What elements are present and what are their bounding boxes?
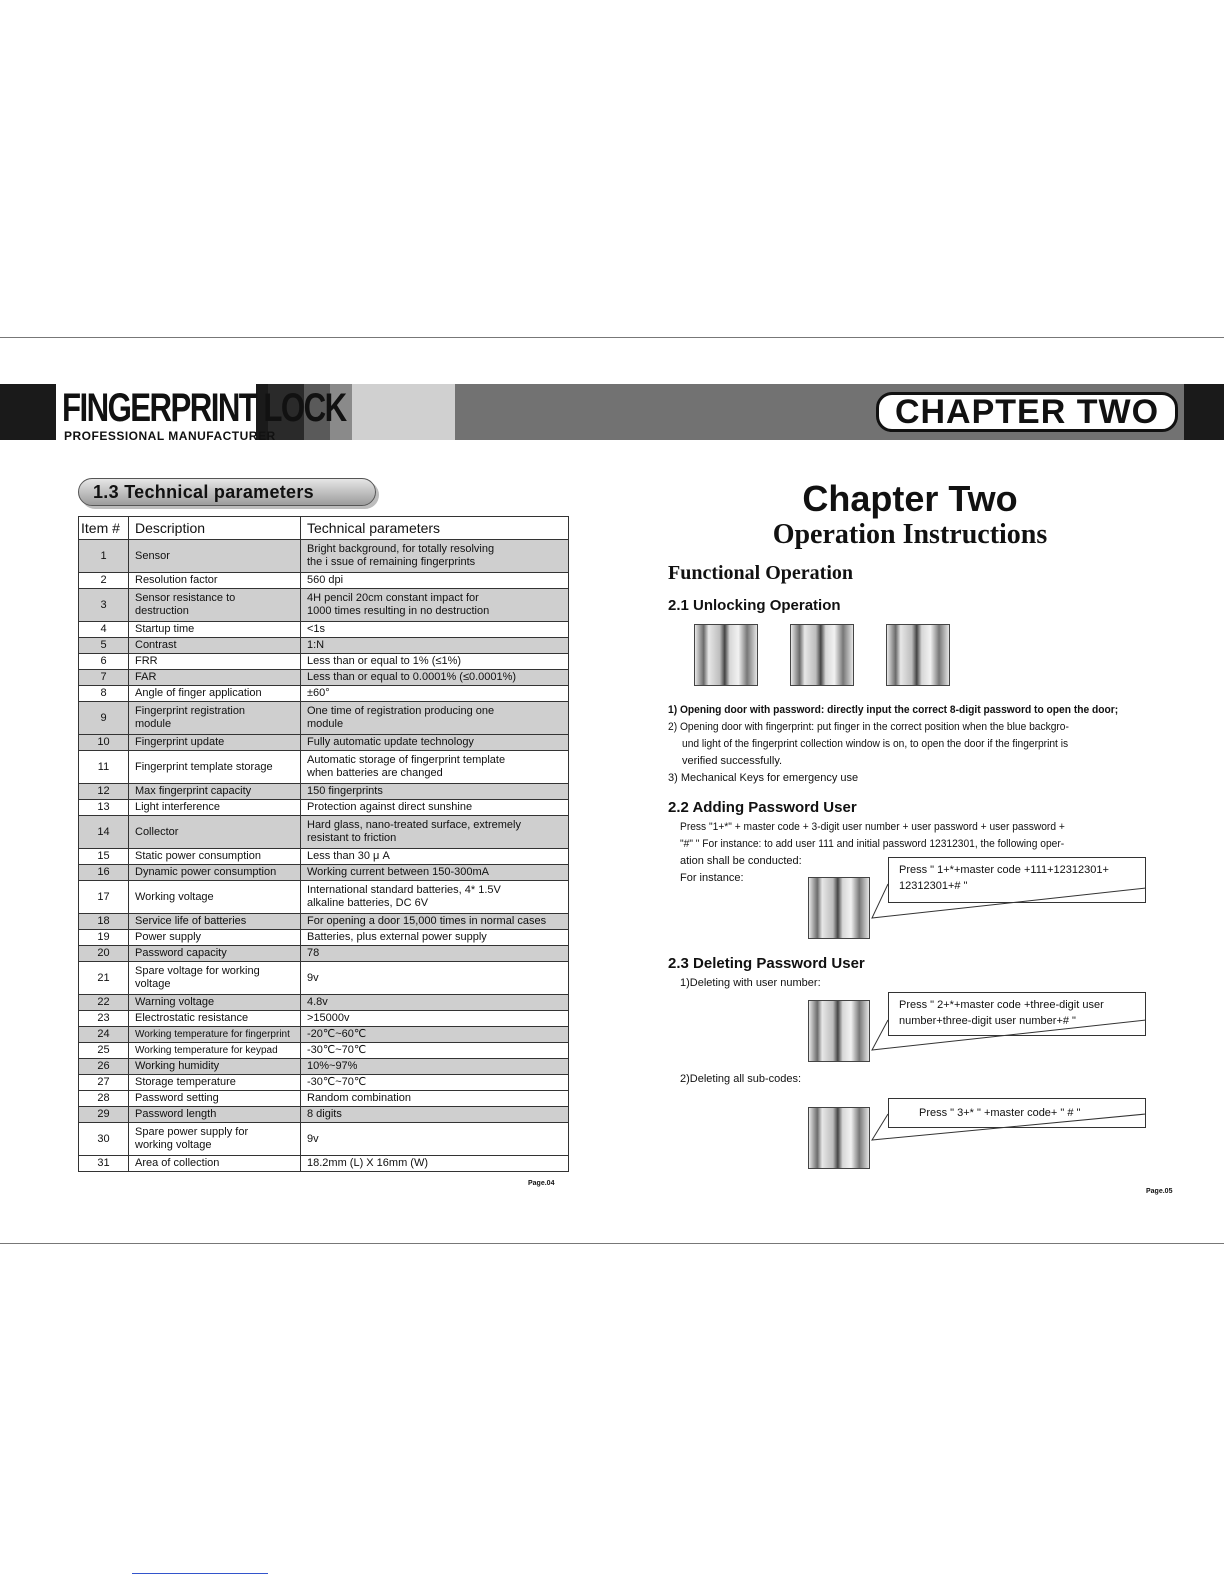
parameter-cell-line: One time of registration producing one: [307, 705, 495, 717]
description-cell-line: Light interference: [135, 801, 220, 813]
item-number-cell: 30: [79, 1123, 129, 1156]
item-number-cell: 17: [79, 881, 129, 914]
description-cell-line: Working voltage: [135, 890, 214, 903]
description-cell-line: Angle of finger application: [135, 687, 262, 699]
item-number-cell: 5: [79, 638, 129, 654]
add-user-line-2: "#" " For instance: to add user 111 and initial password 12312301, the following oper-: [680, 838, 1065, 850]
add-callout-pointer: [872, 884, 1146, 918]
item-number-cell: 25: [79, 1043, 129, 1059]
add-user-callout-line-2: 12312301+# ": [899, 880, 968, 892]
unlock-line-4: verified successfully.: [682, 755, 783, 767]
parameter-cell-line: 150 fingerprints: [307, 785, 383, 797]
delete-number-callout-pointer: [872, 1020, 1146, 1050]
description-cell-line: Fingerprint update: [135, 736, 225, 748]
parameter-cell-line: 78: [307, 947, 320, 959]
delete-number-callout-line-2: number+three-digit user number+# ": [899, 1015, 1076, 1027]
description-cell-line: Working temperature for fingerprint: [135, 1029, 290, 1040]
item-number-cell: 29: [79, 1107, 129, 1123]
description-cell-line: Max fingerprint capacity: [135, 785, 252, 797]
parameter-cell-line: International standard batteries, 4* 1.5V: [307, 884, 501, 896]
unlock-line-1: 1) Opening door with password: directly input the correct 8-digit password to open the door;: [668, 704, 1119, 716]
item-number-cell: 13: [79, 800, 129, 816]
item-number-cell: 2: [79, 573, 129, 589]
page-number-left: Page.04: [528, 1180, 555, 1187]
description-cell-line: Contrast: [135, 639, 177, 651]
description-cell-line: Sensor: [135, 549, 170, 562]
parameter-cell-line: Less than or equal to 0.0001% (≤0.0001%): [307, 671, 517, 683]
item-number-cell: 9: [79, 702, 129, 735]
description-cell-line: Resolution factor: [135, 574, 218, 586]
parameter-cell-line: Hard glass, nano-treated surface, extremely: [307, 819, 521, 831]
column-header-description: Description: [129, 517, 301, 540]
description-cell-line: Spare power supply for: [135, 1126, 249, 1138]
description-cell-line: Power supply: [135, 931, 202, 943]
description-cell-line: Electrostatic resistance: [135, 1012, 249, 1024]
description-cell-line: Area of collection: [135, 1157, 220, 1169]
item-number-cell: 12: [79, 784, 129, 800]
description-cell-line: Spare voltage for working: [135, 965, 260, 977]
chapter-subtitle: Operation Instructions: [772, 519, 1048, 550]
parameter-cell-line: 1:N: [307, 639, 325, 651]
item-number-cell: 24: [79, 1027, 129, 1043]
item-number-cell: 22: [79, 995, 129, 1011]
column-header-parameters: Technical parameters: [301, 517, 569, 540]
functional-operation-heading: Functional Operation: [668, 562, 854, 584]
description-cell-line: Password capacity: [135, 947, 227, 959]
parameter-cell-line: Bright background, for totally resolving: [307, 543, 495, 555]
unlock-line-3: und light of the fingerprint collection window is on, to open the door if the fingerprint is: [682, 738, 1069, 750]
description-cell-line: Fingerprint registration: [135, 705, 246, 717]
item-number-cell: 21: [79, 962, 129, 995]
unlock-line-5: 3) Mechanical Keys for emergency use: [668, 772, 859, 784]
description-cell-line: Service life of batteries: [135, 915, 247, 927]
parameter-cell-line: -30℃~70℃: [307, 1076, 367, 1088]
parameter-cell-line: module: [307, 718, 344, 730]
item-number-cell: 16: [79, 865, 129, 881]
parameter-cell-line: 8 digits: [307, 1108, 342, 1120]
description-cell-line: Working humidity: [135, 1060, 220, 1072]
parameter-cell-line: Working current between 150-300mA: [307, 866, 490, 878]
item-number-cell: 26: [79, 1059, 129, 1075]
section-2-3-title: 2.3 Deleting Password User: [668, 955, 865, 972]
parameter-cell-line: Random combination: [307, 1092, 411, 1104]
description-cell-line: Collector: [135, 825, 179, 838]
description-cell-line: FRR: [135, 655, 158, 667]
page-number-right: Page.05: [1146, 1188, 1173, 1195]
parameter-cell-line: For opening a door 15,000 times in normal cases: [307, 915, 547, 927]
parameter-cell-line: Batteries, plus external power supply: [307, 931, 487, 943]
description-cell-line: module: [135, 718, 172, 730]
delete-all-label: 2)Deleting all sub-codes:: [680, 1073, 802, 1085]
description-cell-line: Fingerprint template storage: [135, 760, 273, 773]
description-cell-line: Warning voltage: [135, 996, 215, 1008]
description-cell-line: voltage: [135, 978, 171, 990]
add-user-line-1: Press "1+*" + master code + 3-digit user number + user password + user password +: [680, 821, 1065, 833]
item-number-cell: 18: [79, 914, 129, 930]
parameter-cell-line: 560 dpi: [307, 574, 344, 586]
item-number-cell: 28: [79, 1091, 129, 1107]
parameter-cell-line: 10%~97%: [307, 1060, 358, 1072]
parameter-cell-line: when batteries are changed: [307, 767, 443, 779]
item-number-cell: 1: [79, 540, 129, 573]
item-number-cell: 10: [79, 735, 129, 751]
description-cell-line: Static power consumption: [135, 850, 261, 862]
for-instance-label: For instance:: [680, 872, 744, 884]
description-cell-line: Working temperature for keypad: [135, 1045, 278, 1056]
item-number-cell: 11: [79, 751, 129, 784]
parameter-cell-line: 4.8v: [307, 996, 328, 1008]
delete-by-number-label: 1)Deleting with user number:: [680, 977, 821, 989]
item-number-cell: 7: [79, 670, 129, 686]
parameter-cell-line: >15000v: [307, 1012, 350, 1024]
footer-link-underline: [132, 1573, 268, 1574]
parameter-cell-line: Less than 30 μ A: [307, 850, 390, 862]
parameter-cell-line: Less than or equal to 1% (≤1%): [307, 655, 462, 667]
parameter-cell-line: -20℃~60℃: [307, 1028, 367, 1040]
parameter-cell-line: Protection against direct sunshine: [307, 801, 473, 813]
item-number-cell: 27: [79, 1075, 129, 1091]
parameter-cell-line: Automatic storage of fingerprint template: [307, 754, 506, 766]
item-number-cell: 15: [79, 849, 129, 865]
item-number-cell: 31: [79, 1156, 129, 1172]
section-title: 1.3 Technical parameters: [93, 481, 314, 502]
parameter-cell-line: Fully automatic update technology: [307, 736, 474, 748]
add-user-line-3: ation shall be conducted:: [680, 855, 802, 867]
add-user-callout-line-1: Press " 1+*+master code +111+12312301+: [899, 864, 1109, 876]
brand-title: FINGERPRINT LOCK: [62, 386, 346, 430]
parameter-cell-line: alkaline batteries, DC 6V: [307, 897, 429, 909]
description-cell-line: Sensor resistance to: [135, 592, 236, 604]
parameter-cell-line: resistant to friction: [307, 832, 397, 844]
parameter-cell-line: 1000 times resulting in no destruction: [307, 605, 490, 617]
parameter-cell-line: 4H pencil 20cm constant impact for: [307, 592, 479, 604]
delete-all-callout-text: Press " 3+* " +master code+ " # ": [919, 1107, 1081, 1119]
parameter-cell-line: ±60°: [307, 687, 330, 699]
item-number-cell: 6: [79, 654, 129, 670]
chapter-title: Chapter Two: [802, 478, 1018, 519]
section-2-1-title: 2.1 Unlocking Operation: [668, 597, 841, 614]
description-cell-line: working voltage: [135, 1139, 212, 1151]
section-2-2-title: 2.2 Adding Password User: [668, 799, 857, 816]
description-cell-line: Password setting: [135, 1092, 219, 1104]
item-number-cell: 8: [79, 686, 129, 702]
delete-all-callout-pointer: [872, 1114, 1146, 1140]
description-cell-line: Storage temperature: [135, 1076, 236, 1088]
description-cell-line: FAR: [135, 671, 157, 683]
parameter-cell-line: <1s: [307, 623, 326, 635]
chapter-label: CHAPTER TWO: [894, 392, 1160, 431]
parameter-cell-line: 18.2mm (L) X 16mm (W): [307, 1157, 429, 1169]
item-number-cell: 19: [79, 930, 129, 946]
parameter-cell-line: 9v: [307, 1132, 319, 1145]
item-number-cell: 14: [79, 816, 129, 849]
item-number-cell: 3: [79, 589, 129, 622]
parameter-cell-line: 9v: [307, 971, 319, 984]
description-cell-line: destruction: [135, 605, 189, 617]
unlock-line-2: 2) Opening door with fingerprint: put finger in the correct position when the blue backgro-: [668, 721, 1069, 733]
description-cell-line: Dynamic power consumption: [135, 866, 277, 878]
delete-number-callout-line-1: Press " 2+*+master code +three-digit user: [899, 999, 1104, 1011]
brand-subtitle: PROFESSIONAL MANUFACTURER: [64, 429, 276, 443]
item-number-cell: 4: [79, 622, 129, 638]
description-cell-line: Password length: [135, 1108, 217, 1120]
item-number-cell: 23: [79, 1011, 129, 1027]
column-header-item: Item #: [79, 517, 129, 540]
parameter-cell-line: -30℃~70℃: [307, 1044, 367, 1056]
item-number-cell: 20: [79, 946, 129, 962]
description-cell-line: Startup time: [135, 623, 195, 635]
parameter-cell-line: the i ssue of remaining fingerprints: [307, 556, 476, 568]
